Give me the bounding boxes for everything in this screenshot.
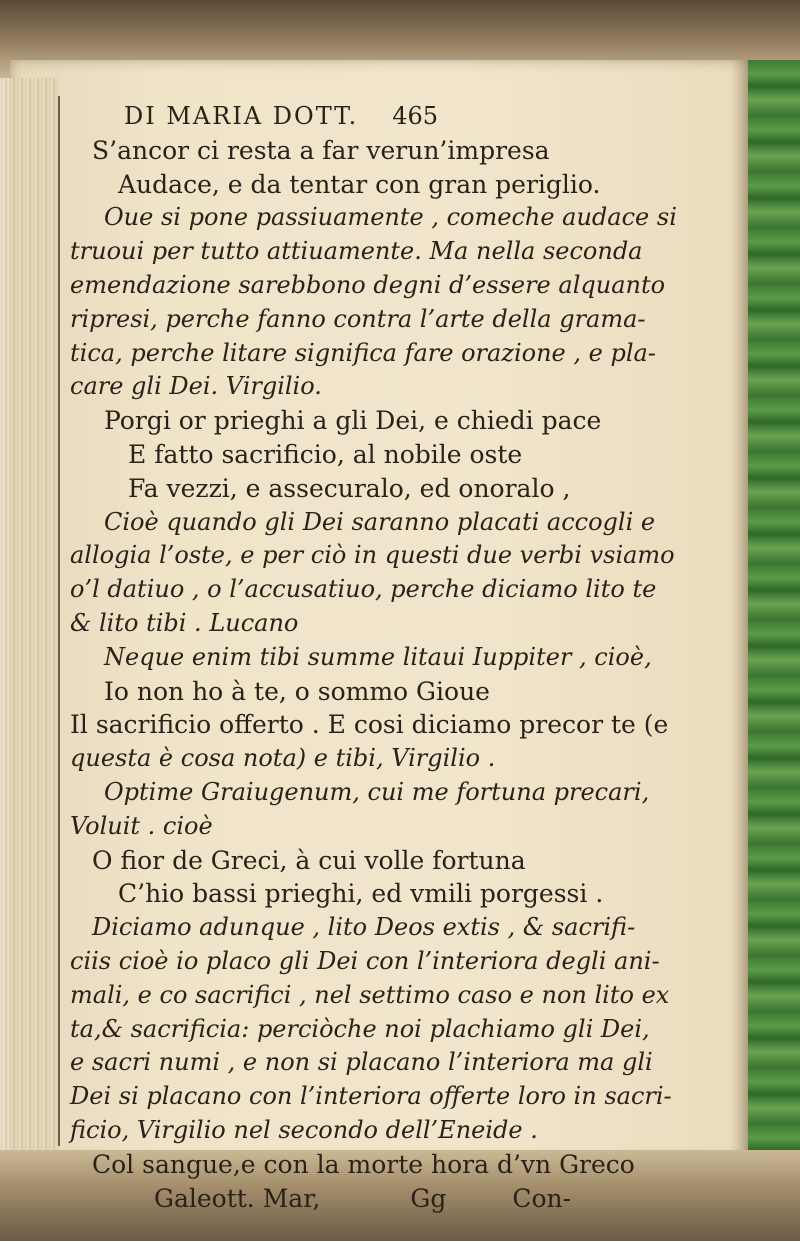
prose-line: allogia l’oste, e per ciò in questi due verbi vsiamo <box>70 541 675 570</box>
quotation-line: Neque enim tibi summe litaui Iuppiter , cioè, <box>104 642 652 671</box>
page-number: 465 <box>392 102 439 130</box>
verse-line: Audace, e da tentar con gran periglio. <box>118 169 601 199</box>
running-header <box>70 100 720 134</box>
prose-line: tica, perche litare significa fare orazione , e pla- <box>70 338 656 367</box>
prose-line: ripresi, perche fanno contra l’arte della grama- <box>70 304 646 333</box>
scan-background-right <box>748 60 800 1160</box>
prose-line: Oue si pone passiuamente , comeche audace si <box>104 203 677 232</box>
prose-line: emendazione sarebbono degni d’essere alquanto <box>70 270 666 299</box>
prose-line: truoui per tutto attiuamente. Ma nella seconda <box>70 237 643 266</box>
verse-line: Io non ho à te, o sommo Gioue <box>104 676 490 706</box>
page-text <box>70 100 720 1215</box>
catchline <box>70 1182 720 1216</box>
prose-line: questa è cosa nota) e tibi, Virgilio . <box>70 744 496 773</box>
prose-line: care gli Dei. Virgilio. <box>70 372 322 401</box>
prose-line: e sacri numi , e non si placano l’interiora ma gli <box>70 1048 653 1077</box>
page-edge-shadow <box>730 60 750 1160</box>
prose-line: Cioè quando gli Dei saranno placati accogli e <box>104 507 656 536</box>
verse-line: Porgi or prieghi a gli Dei, e chiedi pace <box>104 406 602 436</box>
gutter-rule <box>58 96 60 1146</box>
prose-line: Il sacrificio offerto . E cosi diciamo precor te (e <box>70 710 669 740</box>
prose-line: Diciamo adunque , lito Deos extis , & sacrifi- <box>92 913 636 942</box>
catchword: Con- <box>512 1183 572 1213</box>
verse-line: E fatto sacrificio, al nobile oste <box>128 439 523 469</box>
verse-line: S’ancor ci resta a far verun’impresa <box>92 135 550 165</box>
verse-line: C’hio bassi prieghi, ed vmili porgessi . <box>118 879 604 909</box>
prose-line: Dei si placano con l’interiora offerte loro in sacri- <box>70 1082 672 1111</box>
verse-line: O fior de Greci, à cui volle fortuna <box>92 845 526 875</box>
book-gutter <box>0 78 58 1158</box>
printer-line: Galeott. Mar, <box>154 1183 321 1213</box>
signature-mark: Gg <box>410 1183 447 1213</box>
verse-line: Col sangue,e con la morte hora d’vn Greco <box>92 1149 635 1179</box>
running-title: DI MARIA DOTT. <box>124 102 359 130</box>
quotation-line: Optime Graiugenum, cui me fortuna precari, <box>104 777 650 806</box>
prose-line: o’l datiuo , o l’accusatiuo, perche diciamo lito te <box>70 575 657 604</box>
prose-line: mali, e co sacrifici , nel settimo caso e non lito ex <box>70 980 670 1009</box>
prose-line: ficio, Virgilio nel secondo dell’Eneide . <box>70 1115 538 1144</box>
prose-line: ta,& sacrificia: perciòche noi plachiamo gli Dei, <box>70 1014 650 1043</box>
prose-line: & lito tibi . Lucano <box>70 608 299 637</box>
quotation-line: Voluit . cioè <box>70 811 213 840</box>
verse-line: Fa vezzi, e assecuralo, ed onoralo , <box>128 473 571 503</box>
prose-line: ciis cioè io placo gli Dei con l’interiora degli ani- <box>70 946 660 975</box>
